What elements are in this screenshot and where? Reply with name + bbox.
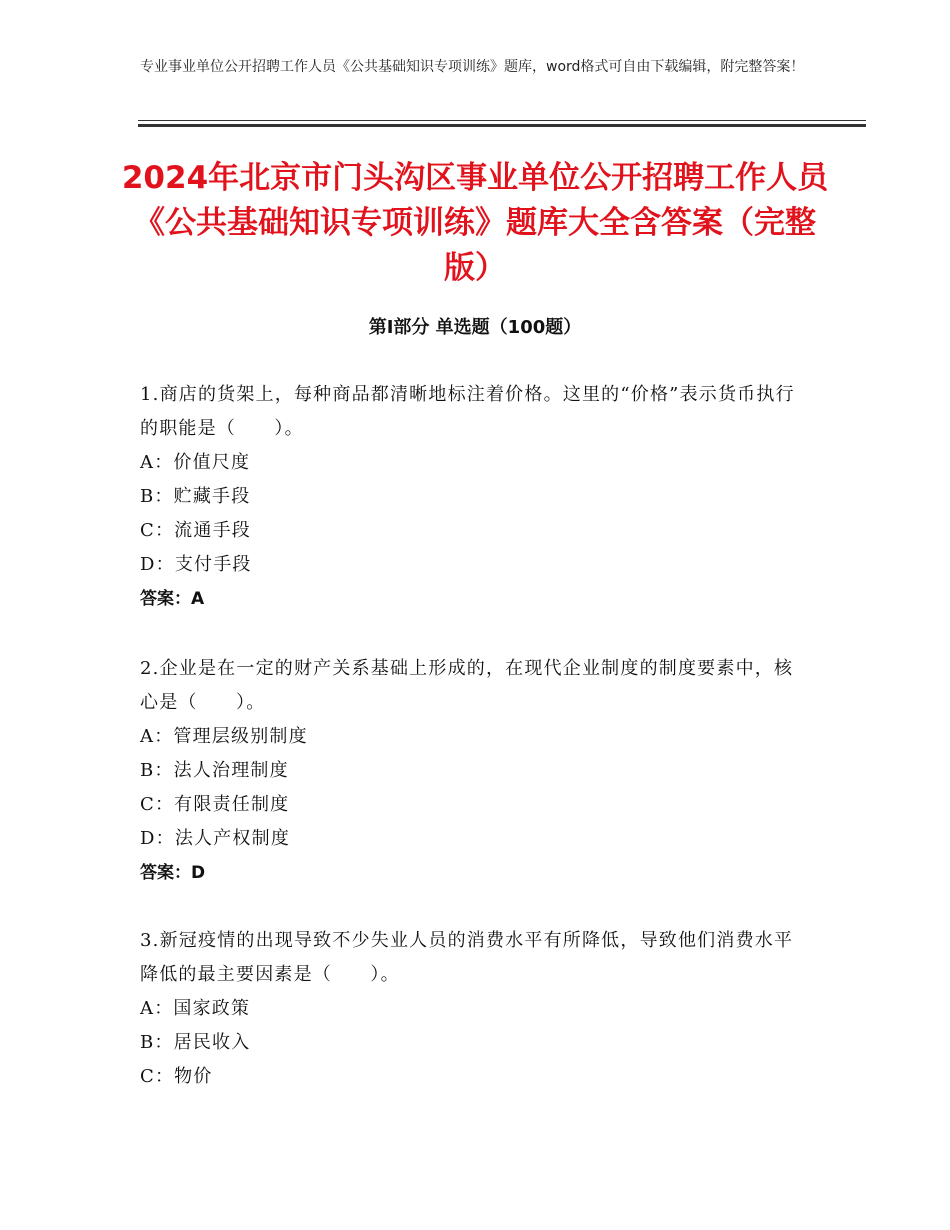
option-b: B：法人治理制度 bbox=[140, 760, 289, 781]
header-note: 专业事业单位公开招聘工作人员《公共基础知识专项训练》题库，word格式可自由下载编辑，附完整答案！ bbox=[140, 59, 805, 75]
option-a: A：国家政策 bbox=[140, 998, 251, 1019]
answer-line: 答案：D bbox=[140, 863, 206, 883]
option-b: B：贮藏手段 bbox=[140, 486, 251, 507]
question-1 bbox=[140, 378, 810, 616]
option-c: C：流通手段 bbox=[140, 520, 251, 541]
option-c: C：物价 bbox=[140, 1066, 213, 1087]
question-stem: 2.企业是在一定的财产关系基础上形成的，在现代企业制度的制度要素中，核心是（ ）。 bbox=[140, 658, 794, 713]
option-a: A：价值尺度 bbox=[140, 452, 251, 473]
question-stem: 3.新冠疫情的出现导致不少失业人员的消费水平有所降低，导致他们消费水平降低的最主要因素是（ ）。 bbox=[140, 930, 794, 985]
section-title: 第Ⅰ部分 单选题（100题） bbox=[368, 317, 582, 338]
answer-line: 答案：A bbox=[140, 589, 205, 609]
question-2 bbox=[140, 652, 810, 890]
question-stem: 1.商店的货架上，每种商品都清晰地标注着价格。这里的“价格”表示货币执行的职能是（ ）。 bbox=[140, 384, 795, 439]
header-rule-thick bbox=[138, 124, 866, 127]
option-b: B：居民收入 bbox=[140, 1032, 251, 1053]
option-a: A：管理层级别制度 bbox=[140, 726, 308, 747]
option-d: D：法人产权制度 bbox=[140, 828, 291, 849]
option-c: C：有限责任制度 bbox=[140, 794, 290, 815]
option-d: D：支付手段 bbox=[140, 554, 252, 575]
document-title: 2024年北京市门头沟区事业单位公开招聘工作人员《公共基础知识专项训练》题库大全含答案（完整版） bbox=[121, 160, 829, 286]
header-rule-thin bbox=[138, 120, 866, 121]
question-3 bbox=[140, 924, 810, 1094]
